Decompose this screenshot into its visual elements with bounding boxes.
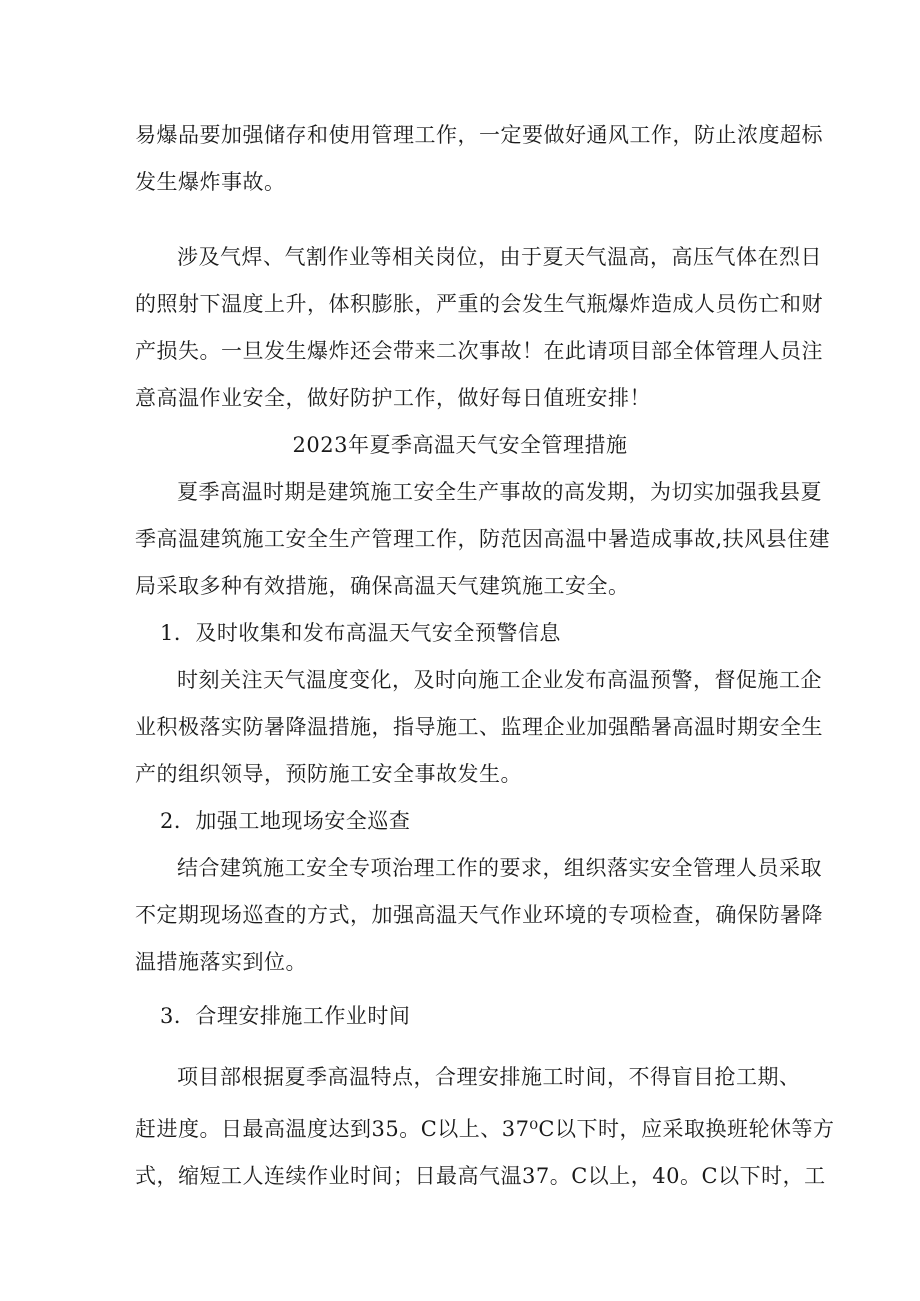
body-text-line: 季高温建筑施工安全生产管理工作，防范因高温中暑造成事故,扶风县住建 [135, 527, 831, 551]
body-text-line: 局采取多种有效措施，确保高温天气建筑施工安全。 [135, 574, 630, 598]
paragraph-first-line: 涉及气焊、气割作业等相关岗位，由于夏天气温高，高压气体在烈日 [177, 245, 822, 269]
body-text-line: 意高温作业安全，做好防护工作，做好每日值班安排！ [135, 386, 651, 410]
paragraph-first-line: 夏季高温时期是建筑施工安全生产事故的高发期，为切实加强我县夏 [177, 480, 822, 504]
paragraph-first-line: 项目部根据夏季高温特点，合理安排施工时间，不得盲目抢工期、 [177, 1065, 801, 1089]
body-text-line: 的照射下温度上升，体积膨胀，严重的会发生气瓶爆炸造成人员伤亡和财 [135, 292, 823, 316]
body-text-line: 易爆品要加强储存和使用管理工作，一定要做好通风工作，防止浓度超标 [135, 123, 823, 147]
body-text-line: 产的组织领导，预防施工安全事故发生。 [135, 762, 522, 786]
body-text-line: 温措施落实到位。 [135, 950, 307, 974]
paragraph-first-line: 结合建筑施工安全专项治理工作的要求，组织落实安全管理人员采取 [177, 856, 822, 880]
numbered-heading-3: 3．合理安排施工作业时间 [160, 1004, 411, 1028]
section-title: 2023年夏季高温天气安全管理措施 [292, 433, 628, 457]
body-text-line: 产损失。一旦发生爆炸还会带来二次事故！在此请项目部全体管理人员注 [135, 339, 823, 363]
numbered-heading-2: 2．加强工地现场安全巡查 [160, 809, 411, 833]
numbered-heading-1: 1．及时收集和发布高温天气安全预警信息 [160, 621, 561, 645]
body-text-line: 赶进度。日最高温度达到35。C以上、37⁰C以下时，应采取换班轮休等方 [135, 1117, 835, 1141]
paragraph-first-line: 时刻关注天气温度变化，及时向施工企业发布高温预警，督促施工企 [177, 668, 822, 692]
body-text-line: 不定期现场巡查的方式，加强高温天气作业环境的专项检查，确保防暑降 [135, 903, 823, 927]
body-text-line: 发生爆炸事故。 [135, 170, 286, 194]
body-text-line: 业积极落实防暑降温措施，指导施工、监理企业加强酷暑高温时期安全生 [135, 715, 823, 739]
body-text-line: 式，缩短工人连续作业时间；日最高气温37。C以上，40。C以下时，工 [135, 1164, 826, 1188]
